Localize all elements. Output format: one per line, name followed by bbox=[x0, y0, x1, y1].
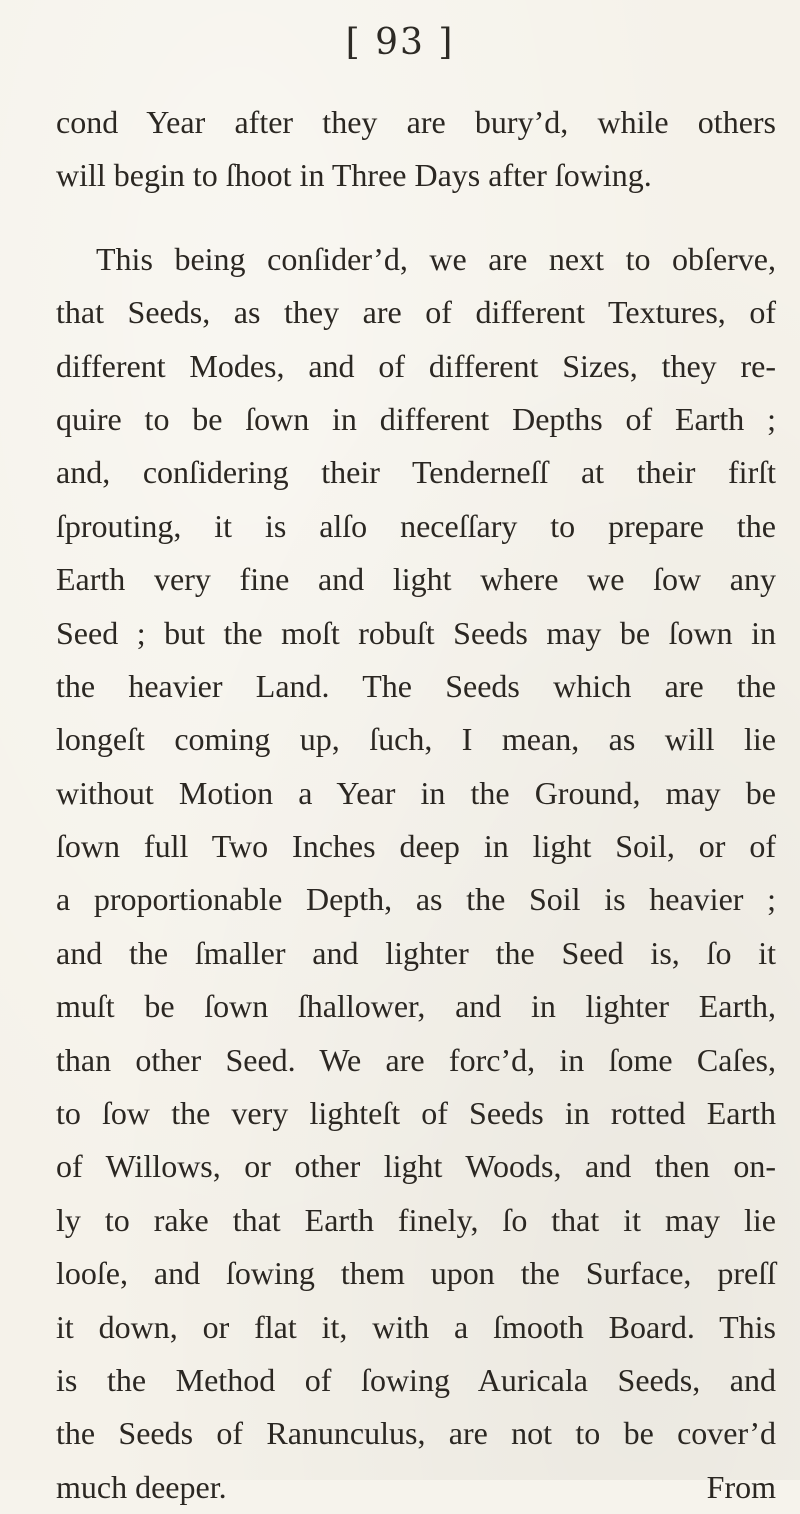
text-line: quire to be ſown in different Depths of Earth ; bbox=[56, 400, 776, 437]
final-line bbox=[56, 1461, 776, 1514]
text-line: This being conſider’d, we are next to obſerve, bbox=[96, 240, 776, 277]
text-line: the heavier Land. The Seeds which are the bbox=[56, 667, 776, 704]
catchword: From bbox=[706, 1468, 776, 1505]
text-line: will begin to ſhoot in Three Days after ſowing. bbox=[56, 157, 652, 194]
text-line: different Modes, and of different Sizes, they re- bbox=[56, 347, 776, 384]
text-line: to ſow the very lighteſt of Seeds in rotted Earth bbox=[56, 1095, 776, 1132]
text-line: than other Seed. We are forc’d, in ſome Caſes, bbox=[56, 1041, 776, 1078]
final-line-text: much deeper. bbox=[56, 1468, 227, 1505]
text-line: Seed ; but the moſt robuſt Seeds may be ſown in bbox=[56, 614, 776, 651]
text-line: it down, or flat it, with a ſmooth Board. This bbox=[56, 1308, 776, 1345]
text-line: that Seeds, as they are of different Textures, of bbox=[56, 294, 776, 331]
paragraph-gap bbox=[56, 203, 776, 233]
text-line: the Seeds of Ranunculus, are not to be cover’d bbox=[56, 1415, 776, 1452]
text-line: ly to rake that Earth finely, ſo that it may lie bbox=[56, 1201, 776, 1238]
text-line: of Willows, or other light Woods, and then on- bbox=[56, 1148, 776, 1185]
text-line: and, conſidering their Tenderneſſ at their firſt bbox=[56, 454, 776, 491]
text-line: cond Year after they are bury’d, while others bbox=[56, 104, 776, 140]
text-line: ſown full Two Inches deep in light Soil, or of bbox=[56, 828, 776, 865]
text-line: is the Method of ſowing Auricala Seeds, and bbox=[56, 1361, 776, 1398]
text-line: looſe, and ſowing them upon the Surface, preſſ bbox=[56, 1255, 776, 1292]
text-line: without Motion a Year in the Ground, may be bbox=[56, 774, 776, 811]
text-line: and the ſmaller and lighter the Seed is, ſo it bbox=[56, 934, 776, 971]
body-text bbox=[56, 96, 776, 1514]
text-line: Earth very fine and light where we ſow any bbox=[56, 561, 776, 598]
text-line: ſprouting, it is alſo neceſſary to prepare the bbox=[56, 507, 776, 544]
text-line: longeſt coming up, ſuch, I mean, as will lie bbox=[56, 721, 776, 758]
text-line: muſt be ſown ſhallower, and in lighter Earth, bbox=[56, 988, 776, 1025]
page-number: [ 93 ] bbox=[345, 22, 455, 63]
text-line: a proportionable Depth, as the Soil is heavier ; bbox=[56, 881, 776, 918]
